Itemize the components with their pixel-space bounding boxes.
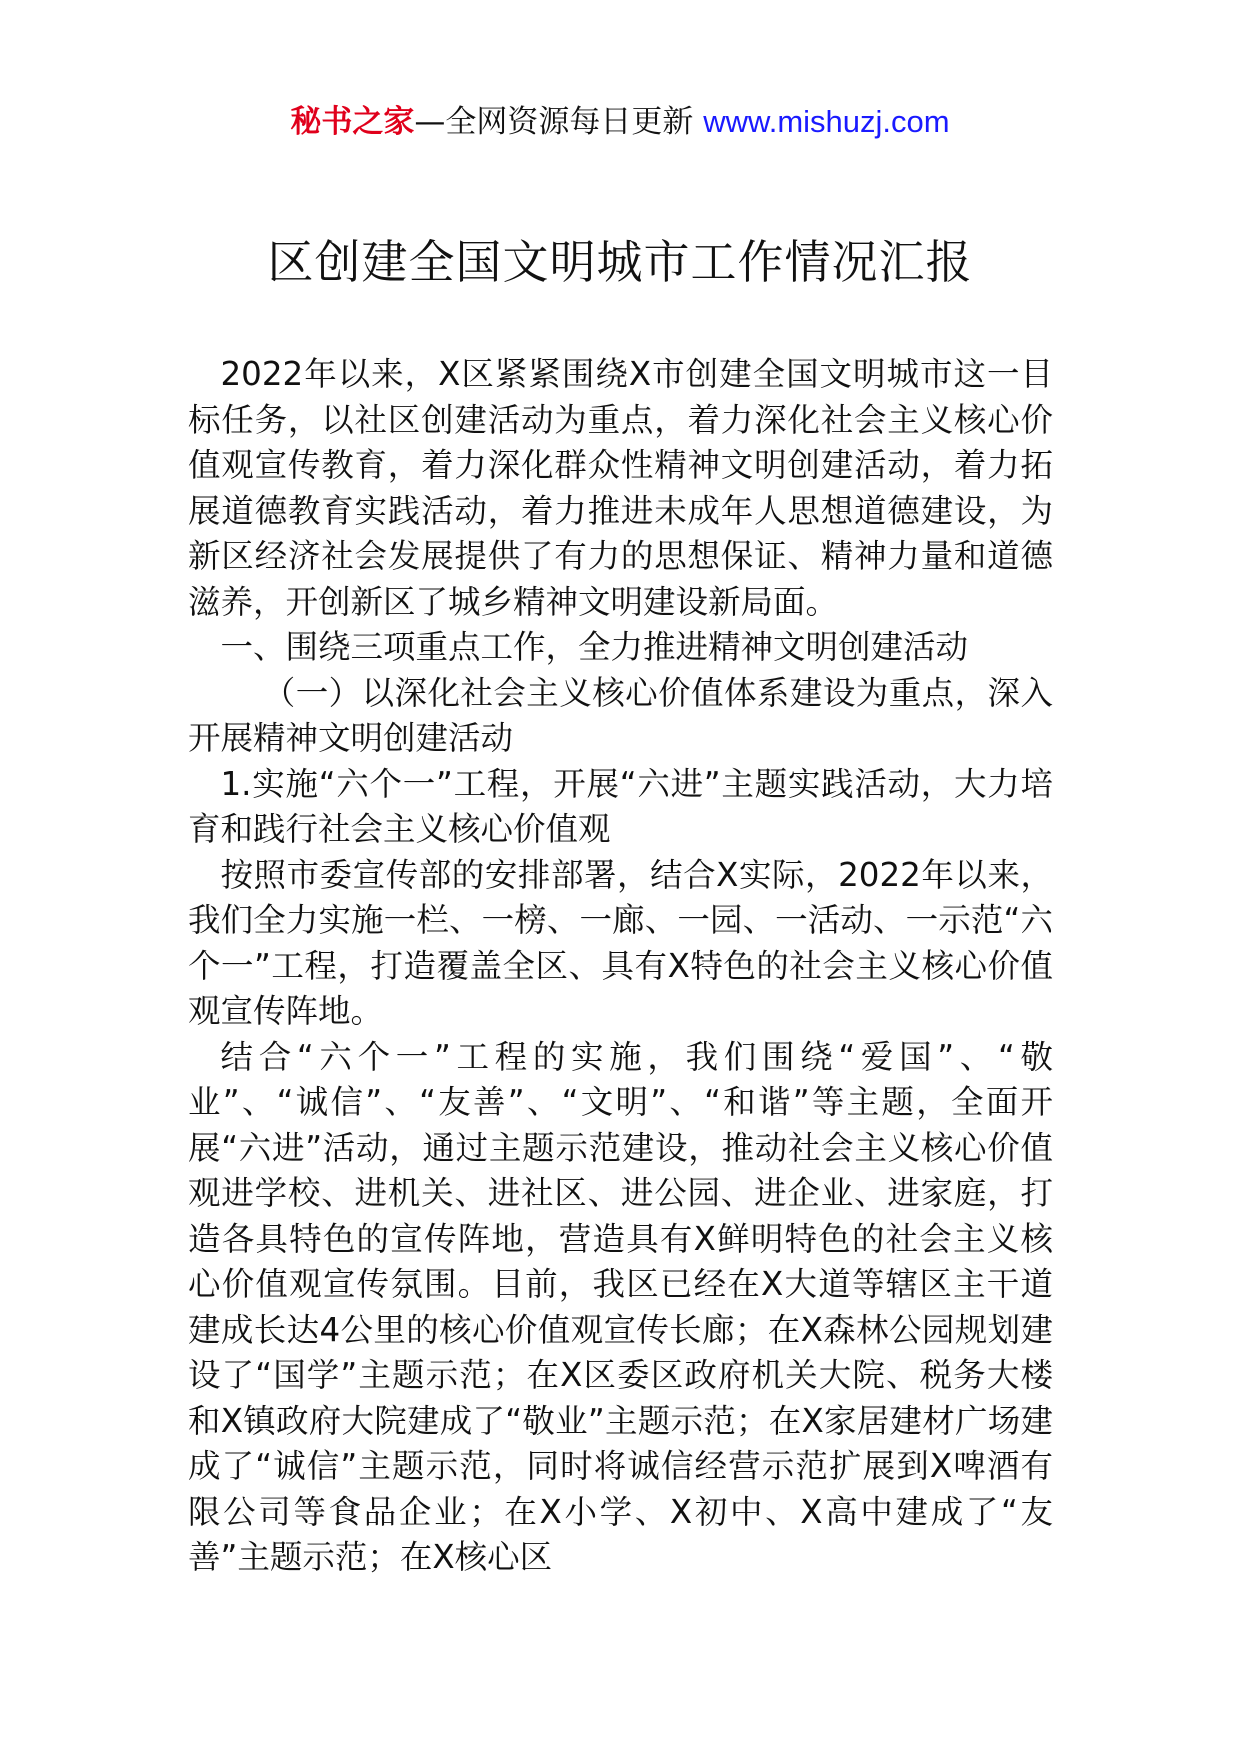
site-url-link[interactable]: www.mishuzj.com [703,104,950,139]
document-body [188,352,1053,1581]
body-paragraph: 按照市委宣传部的安排部署，结合X实际，2022年以来，我们全力实施一栏、一榜、一廊、一园、一活动、一示范“六个一”工程，打造覆盖全区、具有X特色的社会主义核心价值观宣传阵地。 [188,855,1053,1030]
body-paragraph: 结合“六个一”工程的实施，我们围绕“爱国”、“敬业”、“诚信”、“友善”、“文明”、“和谐”等主题，全面开展“六进”活动，通过主题示范建设，推动社会主义核心价值观进学校、进机关、进社区、进公园、进企业、进家庭，打造各具特色的宣传阵地，营造具有X鲜明特色的社会主义核心价值观宣传氛围。目前，我区已经在X大道等辖区主干道建成长达4公里的核心价值观宣传长廊；在X森林公园规划建设了“国学”主题示范；在X区委区政府机关大院、税务大楼和X镇政府大院建成了“敬业”主题示范；在X家居建材广场建成了“诚信”主题示范，同时将诚信经营示范扩展到X啤酒有限公司等食品企业；在X小学、X初中、X高中建成了“友善”主题示范；在X核心区 [188,1037,1053,1576]
document-title: 区创建全国文明城市工作情况汇报 [267,235,973,289]
header-banner [0,102,1240,142]
item-heading: 1.实施“六个一”工程，开展“六进”主题实践活动，大力培育和践行社会主义核心价值观 [188,764,1053,848]
header-tagline: —全网资源每日更新 [414,104,694,140]
section-heading: 一、围绕三项重点工作，全力推进精神文明创建活动 [220,628,969,666]
subsection-heading: （一）以深化社会主义核心价值体系建设为重点，深入开展精神文明创建活动 [188,673,1053,757]
intro-paragraph: 2022年以来，X区紧紧围绕X市创建全国文明城市这一目标任务，以社区创建活动为重点，着力深化社会主义核心价值观宣传教育，着力深化群众性精神文明创建活动，着力拓展道德教育实践活动，着力推进未成年人思想道德建设，为新区经济社会发展提供了有力的思想保证、精神力量和道德滋养，开创新区了城乡精神文明建设新局面。 [188,355,1053,621]
brand-name: 秘书之家 [290,104,415,140]
